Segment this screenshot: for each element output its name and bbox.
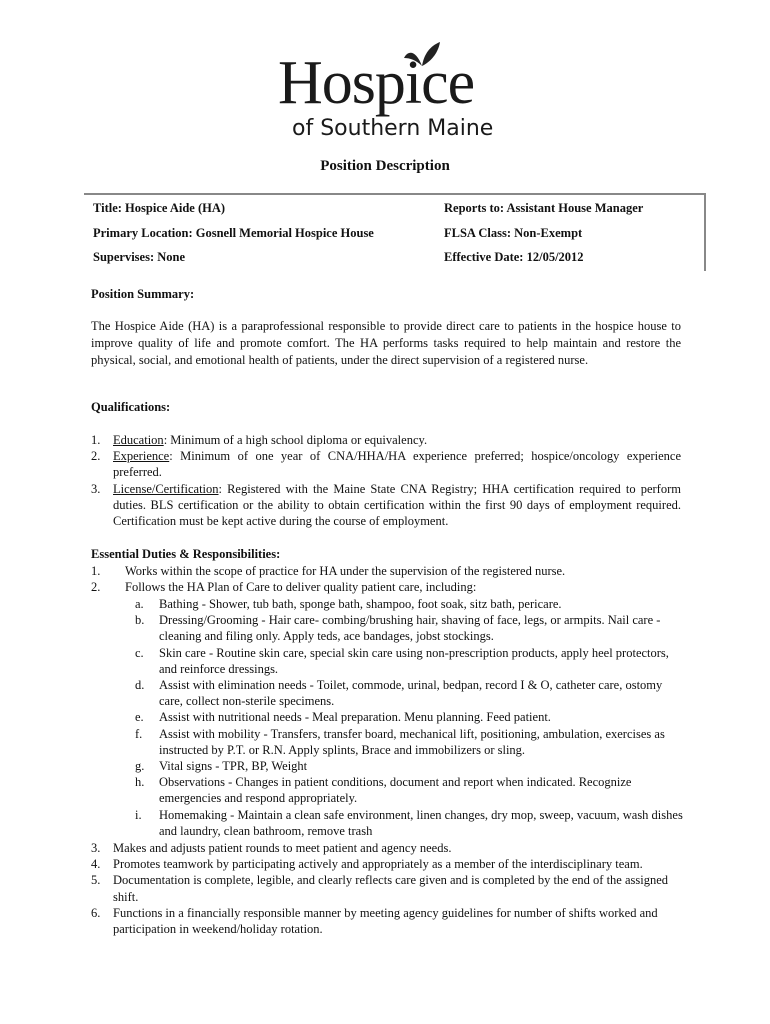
summary-heading: Position Summary: <box>91 287 195 301</box>
list-item <box>91 448 681 480</box>
duty-text: Dressing/Grooming - Hair care- combing/brushing hair, shaving of face, legs, or armpits. Nail care - cleaning and filing only. Apply teds, ace bandages, jobst stockings. <box>159 613 661 644</box>
list-item <box>135 612 685 644</box>
duties-sublist <box>135 596 685 839</box>
list-number: 3. <box>91 841 101 855</box>
duties-heading: Essential Duties & Responsibilities: <box>91 547 281 561</box>
supervises: Supervises: None <box>93 250 186 264</box>
list-item <box>135 677 685 709</box>
list-number: 2. <box>91 449 101 464</box>
list-number: 5. <box>91 873 101 888</box>
qualification-text: : Minimum of one year of CNA/HHA/HA experience preferred; hospice/oncology experience preferred. <box>113 449 681 480</box>
list-letter: d. <box>135 678 145 693</box>
qualifications-list <box>91 432 681 529</box>
duty-text: Functions in a financially responsible manner by meeting agency guidelines for number of shifts worked and participation in weekend/holiday rotation. <box>113 905 658 937</box>
qualifications-heading: Qualifications: <box>91 400 171 414</box>
qualification-text: : Registered with the Maine State CNA Registry; HHA certification required to perform duties. BLS certification or the ability to obtain certification within the first 90 days of employment required. Certification must be kept active during the course of employment. <box>113 481 681 529</box>
list-item <box>91 872 683 904</box>
duty-text: Assist with mobility - Transfers, transfer board, mechanical lift, positioning, ambulation, exercises as instructed by P.T. or R.N. Apply splints, Brace and immobilizers or sling. <box>159 726 665 757</box>
duty-text: Homemaking - Maintain a clean safe environment, linen changes, dry mop, sweep, vacuum, wash dishes and laundry, clean bathroom, remove trash <box>159 807 683 838</box>
list-item <box>91 905 683 937</box>
list-letter: g. <box>135 759 145 774</box>
list-item <box>91 579 685 595</box>
qualification-text: : Minimum of a high school diploma or equivalency. <box>163 433 428 447</box>
reports-to: Reports to: Assistant House Manager <box>444 201 644 215</box>
qualification-label: Experience <box>113 449 170 464</box>
list-letter: b. <box>135 613 145 628</box>
primary-location: Primary Location: Gosnell Memorial Hospice House <box>93 226 374 240</box>
qualification-label: Education <box>113 433 164 447</box>
list-item <box>91 856 683 872</box>
list-item <box>135 709 685 725</box>
list-item <box>91 563 685 579</box>
duty-text: Makes and adjusts patient rounds to meet patient and agency needs. <box>113 841 452 855</box>
duty-text: Bathing - Shower, tub bath, sponge bath, shampoo, foot soak, sitz bath, pericare. <box>159 597 562 611</box>
duties-list <box>91 563 685 595</box>
list-number: 6. <box>91 905 101 920</box>
list-item <box>135 596 685 612</box>
list-letter: e. <box>135 710 144 725</box>
list-letter: c. <box>135 645 144 660</box>
list-item <box>91 432 681 448</box>
list-number: 2. <box>91 580 101 595</box>
duty-text: Skin care - Routine skin care, special skin care using non-prescription products, apply heel protectors, and reinforce dressings. <box>159 645 669 676</box>
document-title: Position Description <box>320 158 450 174</box>
list-item <box>135 807 685 839</box>
duty-text: Promotes teamwork by participating actively and appropriately as a member of the interdisciplinary team. <box>113 857 643 872</box>
list-item <box>135 645 685 677</box>
duty-text: Vital signs - TPR, BP, Weight <box>159 759 308 774</box>
list-number: 4. <box>91 857 101 872</box>
duty-text: Follows the HA Plan of Care to deliver quality patient care, including: <box>125 580 477 595</box>
list-number: 1. <box>91 564 101 578</box>
duty-text: Assist with elimination needs - Toilet, commode, urinal, bedpan, record I & O, catheter care, ostomy care, collect non-sterile specimens. <box>159 678 663 709</box>
hospice-logo <box>0 0 770 150</box>
flsa-class: FLSA Class: Non-Exempt <box>444 226 583 240</box>
logo-subtitle: of Southern Maine <box>292 116 494 141</box>
list-letter: f. <box>135 726 143 741</box>
job-title: Title: Hospice Aide (HA) <box>93 201 226 215</box>
list-letter: h. <box>135 775 145 790</box>
duty-text: Observations - Changes in patient conditions, document and report when indicated. Recognize emergencies and respond appropriately. <box>159 775 632 806</box>
list-item <box>135 726 685 758</box>
duties-list-continued <box>91 840 683 937</box>
list-item <box>135 758 685 774</box>
duty-text: Assist with nutritional needs - Meal preparation. Menu planning. Feed patient. <box>159 710 551 725</box>
logo-wordmark: Hospice <box>278 49 475 117</box>
list-item <box>135 774 685 806</box>
list-number: 1. <box>91 433 101 447</box>
duty-text: Documentation is complete, legible, and clearly reflects care given and is completed by the end of the assigned shift. <box>113 873 669 904</box>
summary-text: The Hospice Aide (HA) is a paraprofessional responsible to provide direct care to patients in the hospice house to improve quality of life and promote comfort. The HA performs tasks required to help maintain and restore the physical, social, and emotional health of patients, under the direct supervision of a registered nurse. <box>91 319 681 367</box>
duty-text: Works within the scope of practice for HA under the supervision of the registered nurse. <box>125 564 566 578</box>
list-number: 3. <box>91 481 101 496</box>
list-item <box>91 481 681 530</box>
list-item <box>91 840 683 856</box>
qualification-label: License/Certification <box>113 481 219 496</box>
list-letter: a. <box>135 597 144 611</box>
effective-date: Effective Date: 12/05/2012 <box>444 250 584 264</box>
list-letter: i. <box>135 807 142 822</box>
